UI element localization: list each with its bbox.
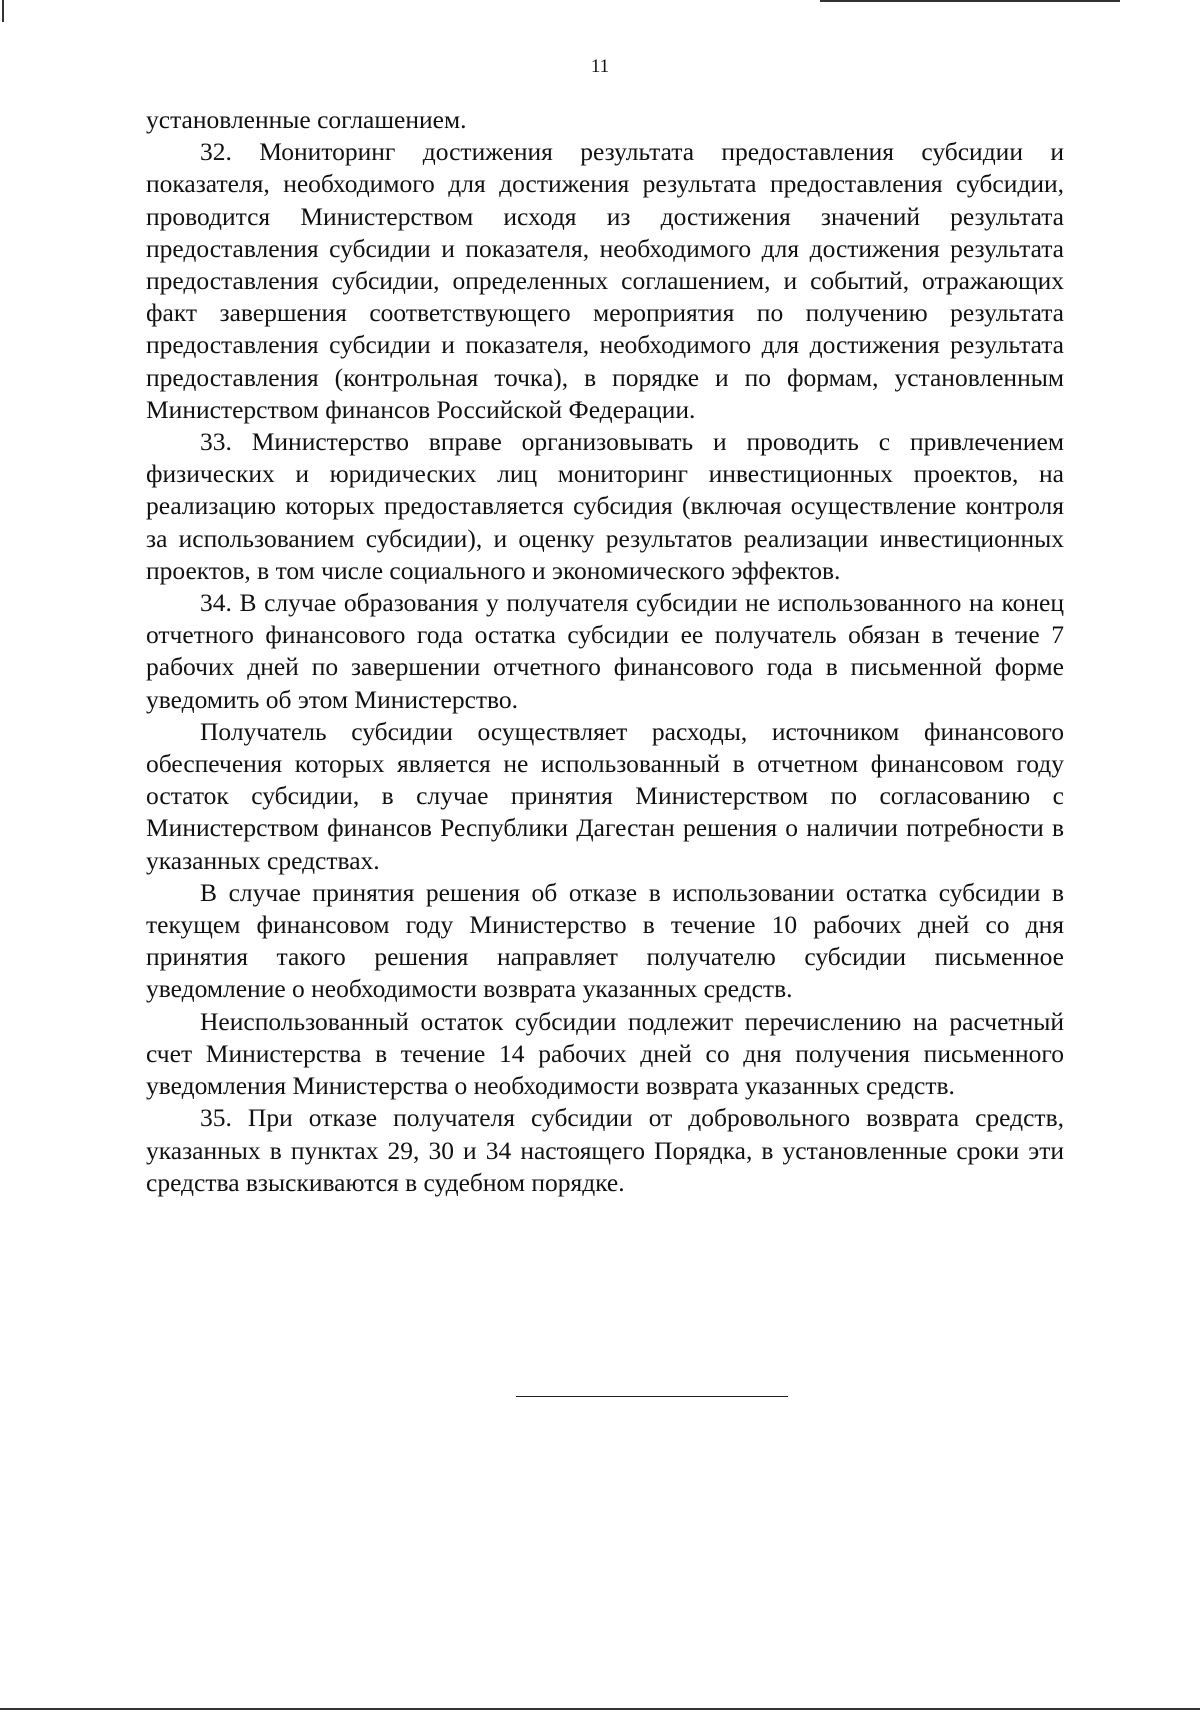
end-of-document-rule	[516, 1396, 788, 1397]
paragraph-35: 35. При отказе получателя субсидии от добровольного возврата средств, указанных в пунктах 29, 30 и 34 настоящего Порядка, в установленные сроки эти средства взыскиваются в судебном порядке.	[146, 1103, 1064, 1197]
document-body	[146, 104, 1064, 1199]
paragraph-34-transfer: Неиспользованный остаток субсидии подлежит перечислению на расчетный счет Министерства в течение 14 рабочих дней со дня получения письменного уведомления Министерства о необходимости возврата указанных средств.	[146, 1006, 1064, 1101]
scan-edge-mark-top	[820, 0, 1120, 2]
paragraph-34-expenses: Получатель субсидии осуществляет расходы, источником финансового обеспечения которых является не использованный в отчетном финансовом году остаток субсидии, в случае принятия Министерством по согласованию с Министерством финансов Республики Дагестан решения о наличии потребности в указанных средствах.	[146, 716, 1064, 875]
paragraph-34-refusal: В случае принятия решения об отказе в использовании остатка субсидии в текущем финансовом году Министерство в течение 10 рабочих дней со дня принятия такого решения направляет получателю субсидии письменное уведомление о необходимости возврата указанных средств.	[146, 877, 1064, 1004]
paragraph-33: 33. Министерство вправе организовывать и проводить с привлечением физических и юридических лиц мониторинг инвестиционных проектов, на реализацию которых предоставляется субсидия (включая осуществление контроля за использованием субсидии), и оценку результатов реализации инвестиционных проектов, в том числе социального и экономического эффектов.	[146, 427, 1064, 585]
page-number: 11	[590, 56, 610, 77]
scan-edge-mark-left	[2, 0, 4, 22]
paragraph-32: 32. Мониторинг достижения результата предоставления субсидии и показателя, необходимого для достижения результата предоставления субсидии, проводится Министерством исходя из достижения значений результата предоставления субсидии и показателя, необходимого для достижения результата предоставления субсидии, определенных соглашением, и событий, отражающих факт завершения соответствующего мероприятия по получению результата предоставления субсидии и показателя, необходимого для достижения результата предоставления (контрольная точка), в порядке и по формам, установленным Министерством финансов Российской Федерации.	[146, 137, 1064, 424]
paragraph-34: 34. В случае образования у получателя субсидии не использованного на конец отчетного финансового года остатка субсидии ее получатель обязан в течение 7 рабочих дней по завершении отчетного финансового года в письменной форме уведомить об этом Министерство.	[146, 588, 1064, 714]
paragraph-continuation: установленные соглашением.	[146, 105, 467, 134]
